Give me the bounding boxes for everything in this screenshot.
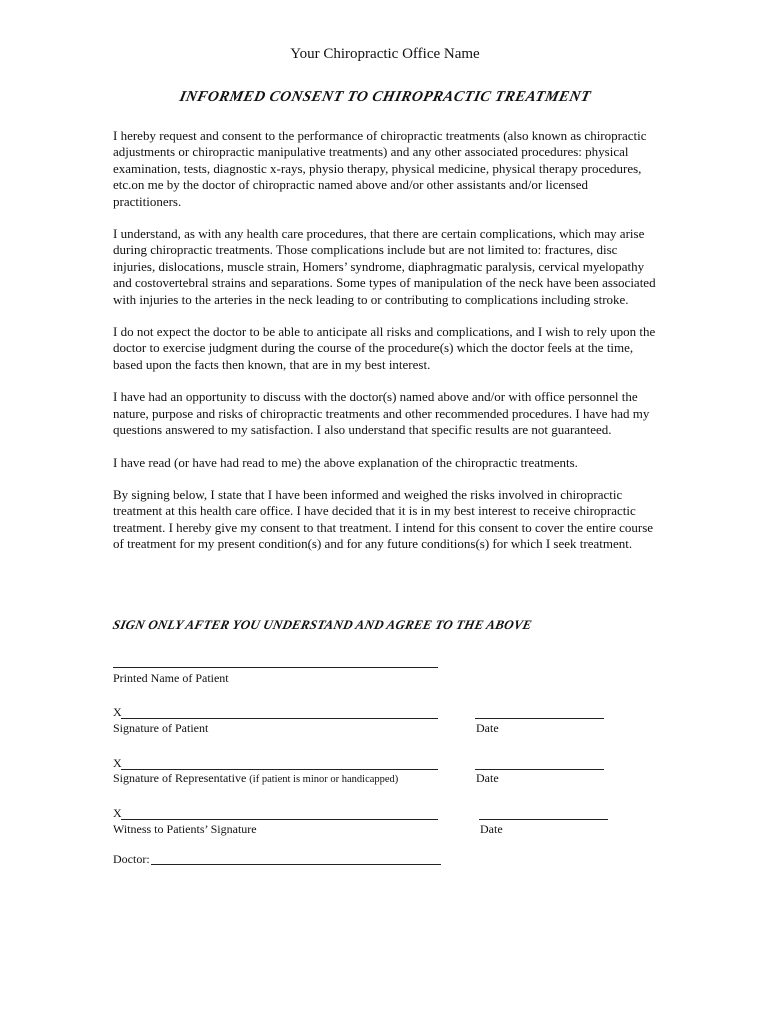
printed-name-label: Printed Name of Patient — [113, 671, 229, 685]
paragraph-read-explanation: I have read (or have had read to me) the above explanation of the chiropractic treatments. — [113, 454, 578, 470]
representative-signature-label — [113, 771, 398, 786]
witness-signature-label: Witness to Patients’ Signature — [113, 822, 257, 836]
representative-label-text: Signature of Representative — [113, 771, 247, 785]
doctor-line[interactable] — [151, 864, 441, 865]
witness-signature-line[interactable] — [121, 819, 438, 820]
office-name: Your Chiropractic Office Name — [290, 46, 480, 62]
representative-note: (if patient is minor or handicapped) — [249, 774, 399, 785]
paragraph-complications: I understand, as with any health care procedures, that there are certain complications, which may arise during chiropractic treatments. Those complications include but are not limited to: fractures, disc injuries, dislocations, muscle strain, Homers’ syndrome, diaphragmatic paralysis, cervical myelopathy and costovertebral strains and separations. Some types of manipulation of the neck have been associated with injuries to the arteries in the neck leading to or contributing to complications including stroke. — [113, 226, 656, 307]
paragraph-consent-request: I hereby request and consent to the performance of chiropractic treatments (also known as chiropractic adjustments or chiropractic manipulative treatments) and any other associated procedures: physical examination, tests, diagnostic x-rays, physio therapy, physical medicine, physical therapy procedures, etc.on me by the doctor of chiropractic named above and/or other assistants and/or licensed practitioners. — [113, 128, 647, 209]
patient-x-mark: X — [113, 705, 122, 719]
representative-x-mark: X — [113, 756, 122, 770]
patient-date-label: Date — [476, 721, 499, 735]
patient-signature-label: Signature of Patient — [113, 721, 209, 735]
paragraph-signing-statement: By signing below, I state that I have been informed and weighed the risks involved in chiropractic treatment at this health care office. I have decided that it is in my best interest to receive chiropractic treatment. I hereby give my consent to that treatment. I intend for this consent to cover the entire course of treatment for my present condition(s) and for any future conditions(s) for which I seek treatment. — [113, 486, 654, 552]
representative-date-label: Date — [476, 771, 499, 785]
printed-name-line[interactable] — [113, 667, 438, 668]
paragraph-discussion: I have had an opportunity to discuss with the doctor(s) named above and/or with office personnel the nature, purpose and risks of chiropractic treatments and other recommended procedures. I have had my questions answered to my satisfaction. I also understand that specific results are not guaranteed. — [113, 389, 650, 438]
representative-date-line[interactable] — [475, 769, 604, 770]
consent-body — [113, 128, 658, 569]
sign-after-agree-heading: SIGN ONLY AFTER YOU UNDERSTAND AND AGREE TO THE ABOVE — [111, 617, 534, 632]
patient-date-line[interactable] — [475, 718, 604, 719]
document-title: INFORMED CONSENT TO CHIROPRACTIC TREATMENT — [177, 89, 593, 105]
doctor-label: Doctor: — [113, 852, 150, 866]
witness-x-mark: X — [113, 806, 122, 820]
paragraph-doctor-judgment: I do not expect the doctor to be able to anticipate all risks and complications, and I wish to rely upon the doctor to exercise judgment during the course of the procedure(s) which the doctor feels at the time, based upon the facts then known, that are in my best interest. — [113, 324, 656, 372]
witness-date-line[interactable] — [479, 819, 608, 820]
witness-date-label: Date — [480, 822, 503, 836]
patient-signature-line[interactable] — [121, 718, 438, 719]
representative-signature-line[interactable] — [121, 769, 438, 770]
